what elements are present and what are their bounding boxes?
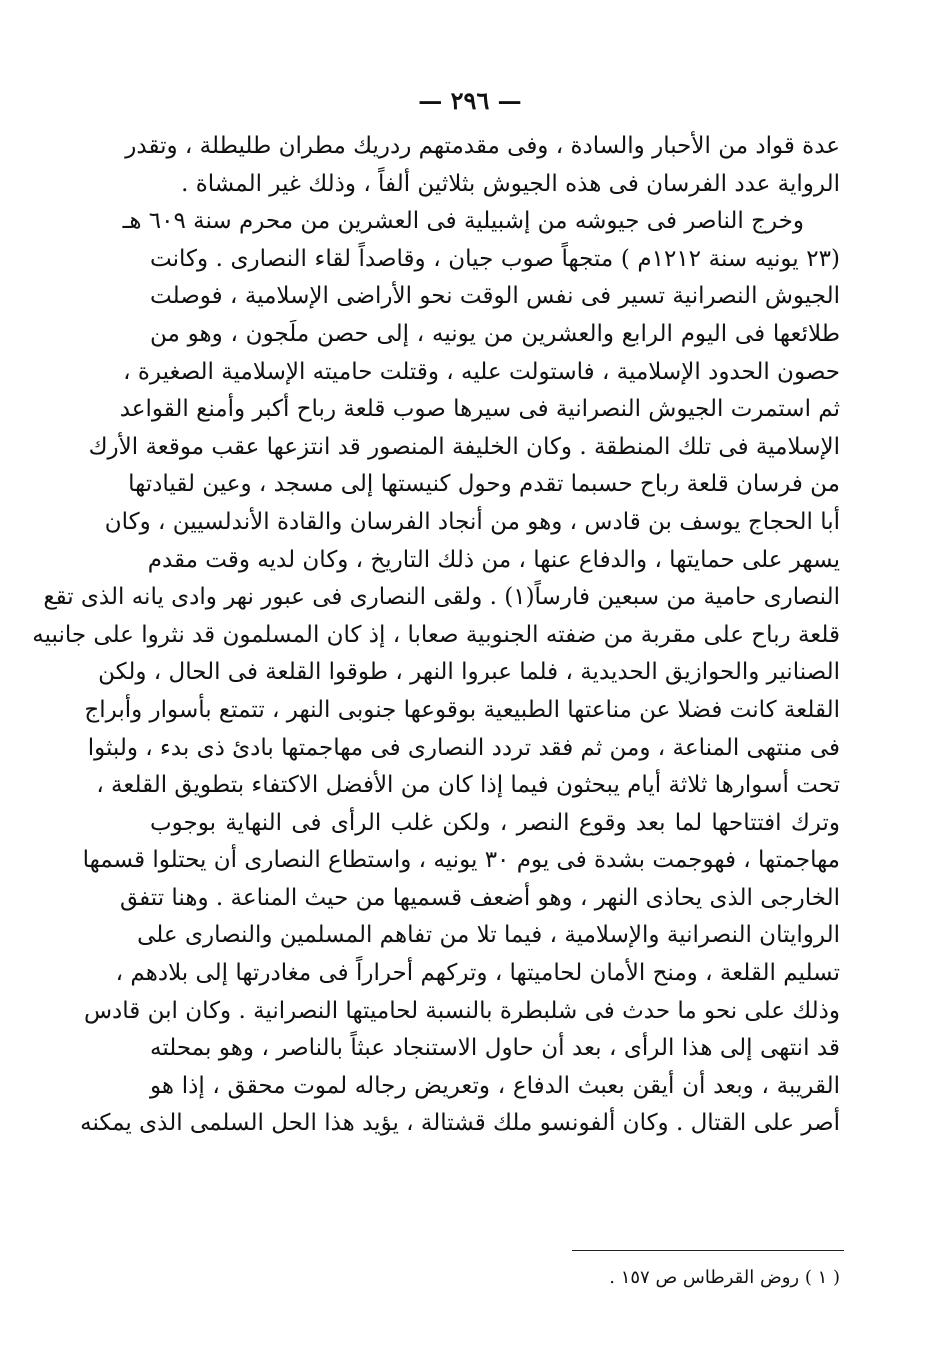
text-line: قلعة رباح على مقربة من ضفته الجنوبية صعابا ، إذ كان المسلمون قد نثروا على جانبيه xyxy=(32,621,840,648)
footnote: ( ١ ) روض القرطاس ص ١٥٧ . xyxy=(609,1267,840,1288)
text-line: ثم استمرت الجيوش النصرانية فى سيرها صوب قلعة رباح أكبر وأمنع القواعد xyxy=(119,396,840,423)
text-line: القلعة كانت فضلا عن مناعتها الطبيعية بوقوعها جنوبى النهر ، تتمتع بأسوار وأبراج xyxy=(84,696,840,723)
text-line xyxy=(150,1143,840,1181)
text-line: (٢٣ يونيه سنة ١٢١٢م ) متجهاً صوب جيان ، وقاصداً لقاء النصارى . وكانت xyxy=(150,245,840,272)
text-line: أصر على القتال . وكان ألفونسو ملك قشتالة ، يؤيد هذا الحل السلمى الذى يمكنه xyxy=(80,1110,840,1137)
text-line: وخرج الناصر فى جيوشه من إشبيلية فى العشرين من محرم سنة ٦٠٩ هـ xyxy=(122,208,804,235)
text-line: فى منتهى المناعة ، ومن ثم فقد تردد النصارى فى مهاجمتها بادئ ذى بدء ، ولبثوا xyxy=(87,734,840,761)
text-line: عدة قواد من الأحبار والسادة ، وفى مقدمتهم ردريك مطران طليطلة ، وتقدر xyxy=(125,133,840,159)
text-line: تسليم القلعة ، ومنح الأمان لحاميتها ، وتركهم أحراراً فى مغادرتها إلى بلادهم ، xyxy=(115,960,840,987)
page-number: — ٢٩٦ — xyxy=(418,86,522,115)
text-line: الرواية عدد الفرسان فى هذه الجيوش بثلاثين ألفاً ، وذلك غير المشاة . xyxy=(181,170,840,197)
text-line: الخارجى الذى يحاذى النهر ، وهو أضعف قسميها من حيث المناعة . وهنا تتفق xyxy=(119,884,840,911)
text-line: الإسلامية فى تلك المنطقة . وكان الخليفة المنصور قد انتزعها عقب موقعة الأرك xyxy=(88,433,840,460)
text-line: أبا الحجاج يوسف بن قادس ، وهو من أنجاد الفرسان والقادة الأندلسيين ، وكان xyxy=(104,508,840,535)
text-line: الروايتان النصرانية والإسلامية ، فيما تلا من تفاهم المسلمين والنصارى على xyxy=(137,922,840,949)
text-line: الصنانير والحوازيق الحديدية ، فلما عبروا النهر ، طوقوا القلعة فى الحال ، ولكن xyxy=(98,659,840,686)
text-line: قد انتهى إلى هذا الرأى ، بعد أن حاول الاستنجاد عبثاً بالناصر ، وهو بمحلته xyxy=(150,1035,840,1062)
text-line: مهاجمتها ، فهوجمت بشدة فى يوم ٣٠ يونيه ، واستطاع النصارى أن يحتلوا قسمها xyxy=(82,847,840,874)
body-text xyxy=(32,128,840,1218)
text-line: يسهر على حمايتها ، والدفاع عنها ، من ذلك التاريخ ، وكان لديه وقت مقدم xyxy=(147,546,840,573)
text-line xyxy=(150,1181,840,1219)
text-line: من فرسان قلعة رباح حسبما تقدم وحول كنيستها إلى مسجد ، وعين لقيادتها xyxy=(128,471,840,498)
text-line: طلائعها فى اليوم الرابع والعشرين من يونيه ، إلى حصن ملَجون ، وهو من xyxy=(150,320,840,347)
footnote-divider xyxy=(572,1250,844,1251)
text-line: تحت أسوارها ثلاثة أيام يبحثون فيما إذا كان من الأفضل الاكتفاء بتطويق القلعة ، xyxy=(96,772,840,799)
text-line: حصون الحدود الإسلامية ، فاستولت عليه ، وقتلت حاميته الإسلامية الصغيرة ، xyxy=(123,358,840,385)
text-line: القريبة ، وبعد أن أيقن بعبث الدفاع ، وتعريض رجاله لموت محقق ، إذا هو xyxy=(150,1072,840,1099)
text-line: وترك افتتاحها لما بعد وقوع النصر ، ولكن غلب الرأى فى النهاية بوجوب xyxy=(150,809,840,836)
text-line: النصارى حامية من سبعين فارساً(١) . ولقى النصارى فى عبور نهر وادى يانه الذى تقع xyxy=(43,584,840,611)
text-line: الجيوش النصرانية تسير فى نفس الوقت نحو الأراضى الإسلامية ، فوصلت xyxy=(150,283,840,310)
text-line: وذلك على نحو ما حدث فى شلبطرة بالنسبة لحاميتها النصرانية . وكان ابن قادس xyxy=(83,997,840,1024)
